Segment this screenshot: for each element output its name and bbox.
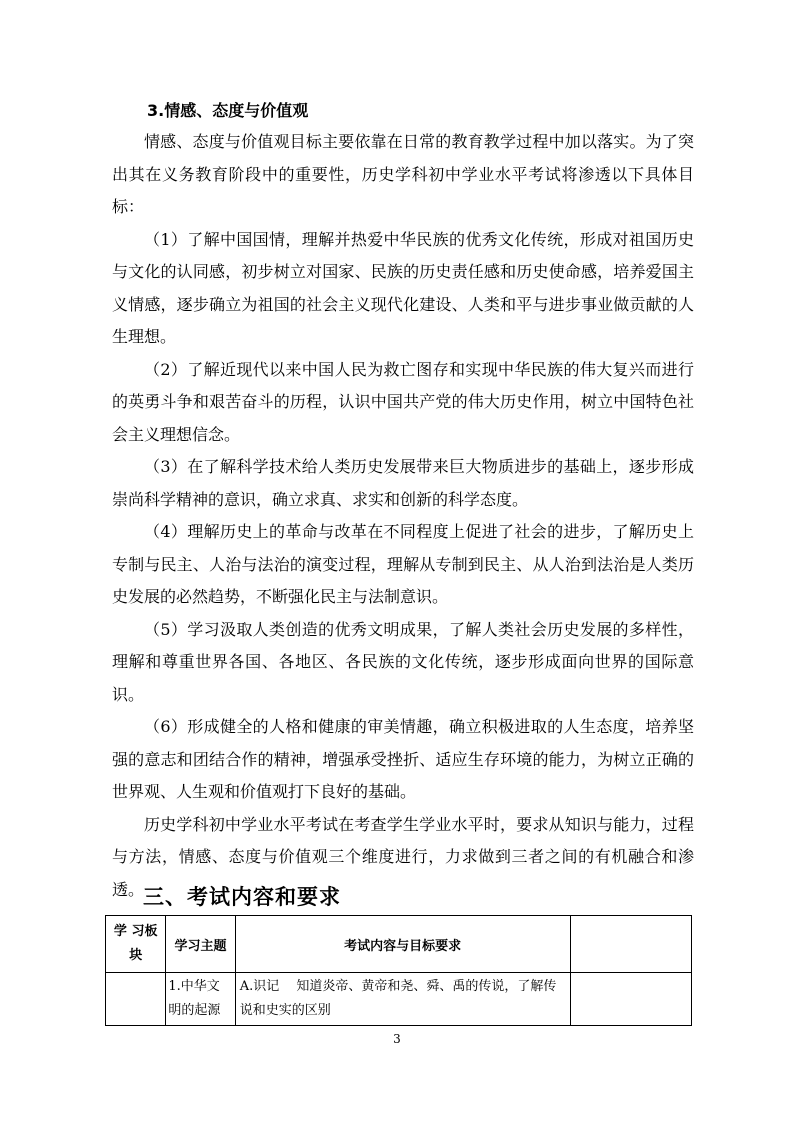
- cell-requirement: A.识记 知道炎帝、黄帝和尧、舜、禹的传说，了解传说和史实的区别: [235, 973, 570, 1026]
- paragraph: （6）形成健全的人格和健康的审美情趣，确立积极进取的人生态度，培养坚强的意志和团结合作的精神，增强承受挫折、适应生存环境的能力，为树立正确的世界观、人生观和价值观打下良好的基础。: [112, 717, 694, 801]
- subsection-heading: 3.情感、态度与价值观: [147, 101, 309, 120]
- header-learning-block: 学 习板 块: [106, 916, 166, 973]
- cell-topic: 1.中华文明的起源: [166, 973, 235, 1026]
- paragraph: 情感、态度与价值观目标主要依靠在日常的教育教学过程中加以落实。为了突出其在义务教育阶段中的重要性，历史学科初中学业水平考试将渗透以下具体目标：: [112, 132, 694, 216]
- page-number: 3: [393, 1032, 401, 1046]
- table-row: [106, 973, 692, 1026]
- cell-block: [106, 973, 166, 1026]
- paragraph: （1）了解中国国情，理解并热爱中华民族的优秀文化传统，形成对祖国历史与文化的认同感，初步树立对国家、民族的历史责任感和历史使命感，培养爱国主义情感，逐步确立为祖国的社会主义现代化建设、人类和平与进步事业做贡献的人生理想。: [112, 229, 694, 346]
- paragraph: （2）了解近现代以来中国人民为救亡图存和实现中华民族的伟大复兴而进行的英勇斗争和艰苦奋斗的历程，认识中国共产党的伟大历史作用，树立中国特色社会主义理想信念。: [112, 359, 694, 444]
- cell-extra: [570, 973, 691, 1026]
- body-text: [112, 126, 694, 906]
- paragraph: （5）学习汲取人类创造的优秀文明成果，了解人类社会历史发展的多样性，理解和尊重世界各国、各地区、各民族的文化传统，逐步形成面向世界的国际意识。: [112, 619, 694, 704]
- paragraph: 历史学科初中学业水平考试在考查学生学业水平时，要求从知识与能力，过程与方法，情感、态度与价值观三个维度进行，力求做到三者之间的有机融合和渗透。: [112, 814, 694, 899]
- header-exam-requirements: 考试内容与目标要求: [235, 916, 570, 973]
- paragraph: （3）在了解科学技术给人类历史发展带来巨大物质进步的基础上，逐步形成崇尚科学精神的意识，确立求真、求实和创新的科学态度。: [112, 457, 694, 509]
- header-learning-topic: 学习主题: [166, 916, 235, 973]
- paragraph: （4）理解历史上的革命与改革在不同程度上促进了社会的进步，了解历史上专制与民主、人治与法治的演变过程，理解从专制到民主、从人治到法治是人类历史发展的必然趋势，不断强化民主与法制意识。: [112, 522, 694, 606]
- header-extra: [570, 916, 691, 973]
- table-header-row: [106, 916, 692, 973]
- exam-content-table: [105, 915, 692, 1026]
- section-title: 三、考试内容和要求: [143, 885, 341, 909]
